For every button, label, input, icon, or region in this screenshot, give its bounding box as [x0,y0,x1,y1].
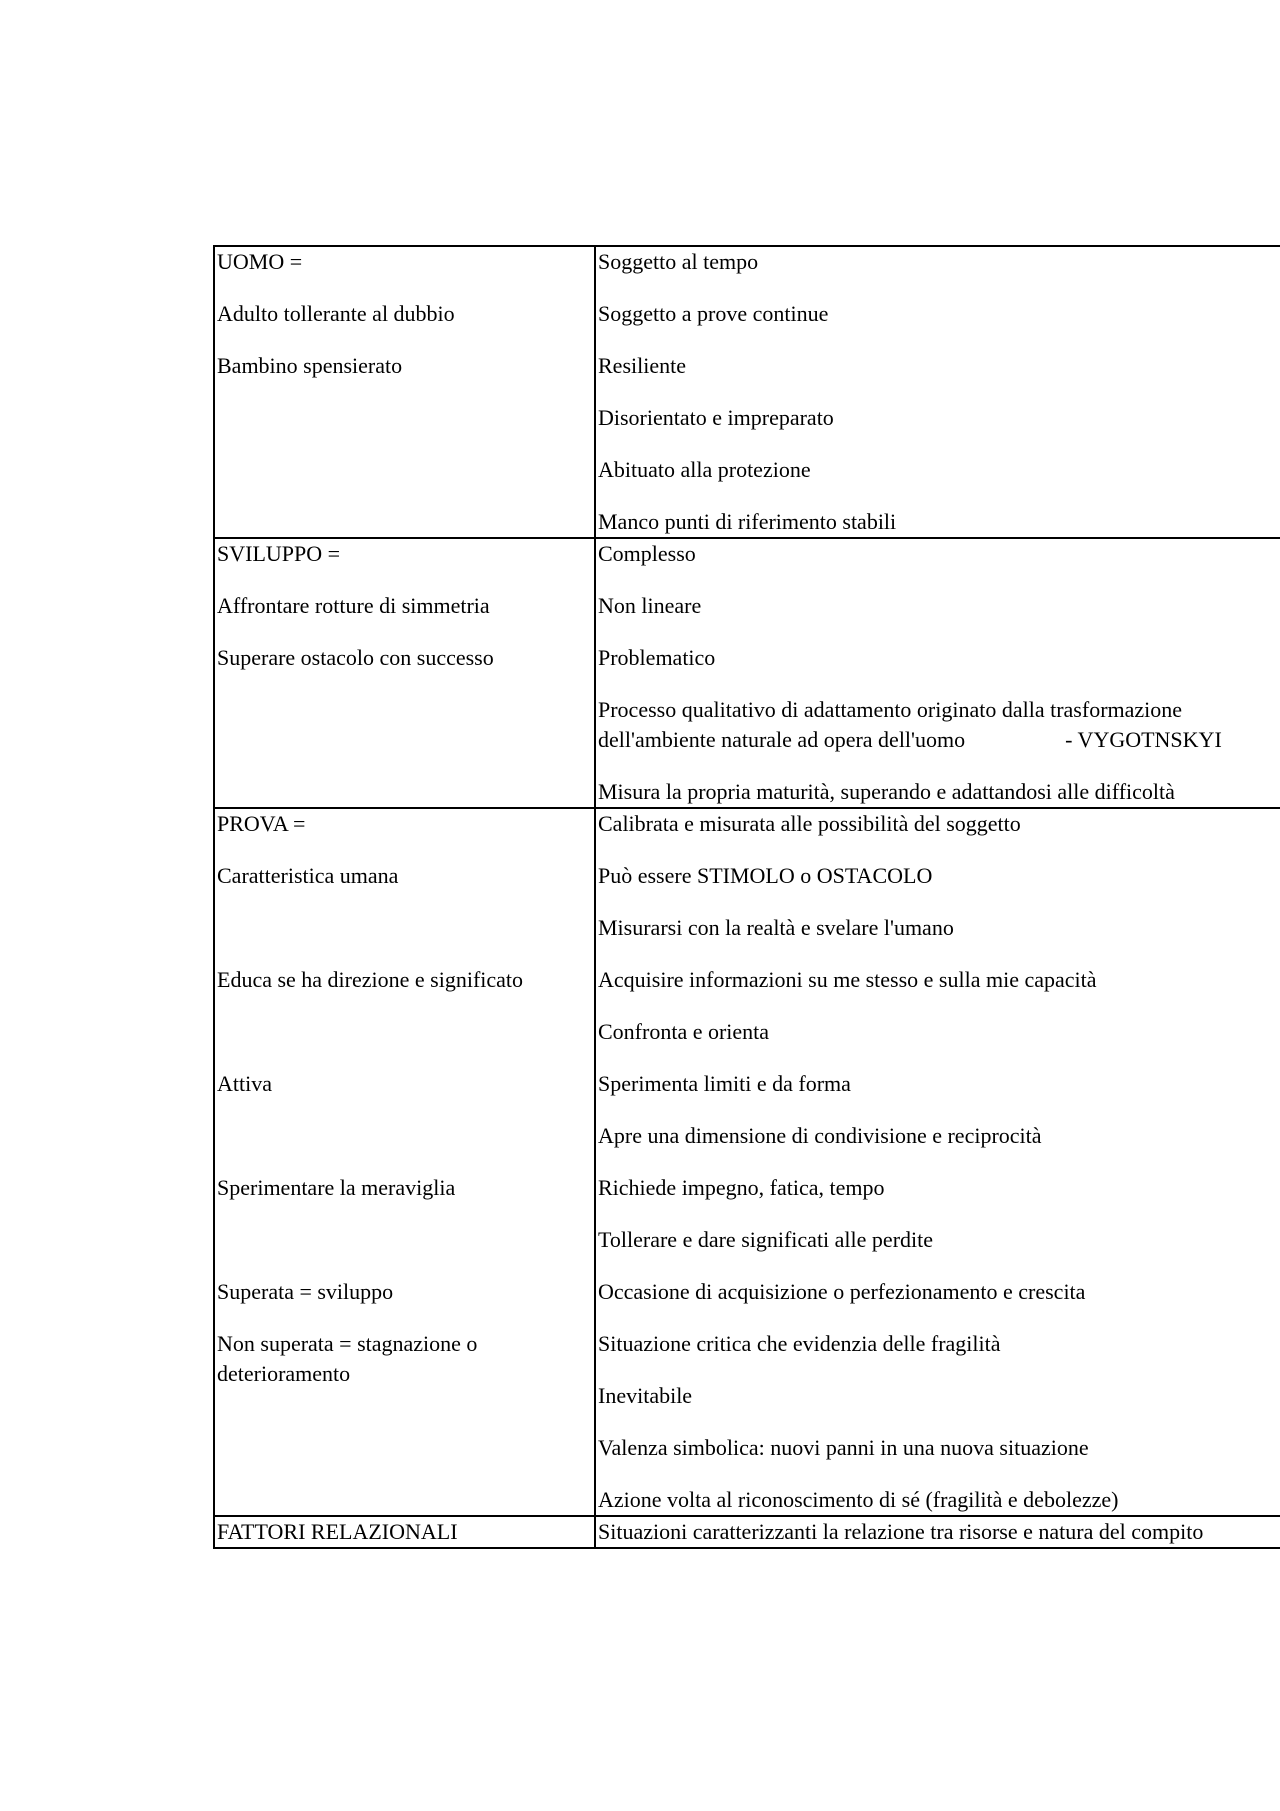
cell-text: UOMO = [217,249,303,274]
uomo-right-cell [595,246,1280,538]
table-row-fattori [214,1516,1280,1548]
table-row-sviluppo [214,538,1280,808]
cell-text: Situazioni caratterizzanti la relazione tra risorse e natura del compito [598,1519,1204,1544]
cell-text: Bambino spensierato [217,353,403,378]
cell-text: Affrontare rotture di simmetria [217,593,490,618]
prova-right-cell [595,808,1280,1516]
cell-spacer [217,1121,594,1173]
cell-text: Abituato alla protezione [598,457,811,482]
cell-text: Azione volta al riconoscimento di sé (fragilità e debolezze) [598,1487,1119,1512]
cell-text: Occasione di acquisizione o perfezionamento e crescita [598,1279,1086,1304]
cell-text: Complesso [598,541,696,566]
fattori-left-cell [214,1516,595,1548]
cell-text: Richiede impegno, fatica, tempo [598,1175,885,1200]
cell-text: Problematico [598,645,716,670]
cell-text: Valenza simbolica: nuovi panni in una nuova situazione [598,1435,1089,1460]
cell-text: Superare ostacolo con successo [217,645,494,670]
cell-text: Misurarsi con la realtà e svelare l'umano [598,915,954,940]
cell-text: Inevitabile [598,1383,693,1408]
cell-text: Manco punti di riferimento stabili [598,509,897,534]
cell-text: Adulto tollerante al dubbio [217,301,455,326]
cell-text: Sperimentare la meraviglia [217,1175,456,1200]
cell-text: Apre una dimensione di condivisione e reciprocità [598,1123,1042,1148]
sviluppo-right-cell [595,538,1280,808]
cell-text: Calibrata e misurata alle possibilità del soggetto [598,811,1021,836]
cell-text: Soggetto a prove continue [598,301,829,326]
cell-text: Può essere STIMOLO o OSTACOLO [598,863,933,888]
cell-text: Confronta e orienta [598,1019,770,1044]
table-row-prova [214,808,1280,1516]
vygotsky-definition: Processo qualitativo di adattamento originato dalla trasformazione dell'ambiente naturale ad opera dell'uomo [598,697,1183,752]
cell-text: Disorientato e impreparato [598,405,834,430]
prova-left-cell [214,808,595,1516]
cell-text: Sperimenta limiti e da forma [598,1071,851,1096]
sviluppo-left-cell [214,538,595,808]
cell-text: Attiva [217,1071,272,1096]
cell-text: Educa se ha direzione e significato [217,967,524,992]
cell-spacer [217,913,594,965]
table-row-uomo [214,246,1280,538]
concept-table [213,245,1280,1549]
cell-text: SVILUPPO = [217,541,341,566]
cell-text: Non lineare [598,593,702,618]
fattori-right-cell [595,1516,1280,1548]
cell-text: Soggetto al tempo [598,249,759,274]
cell-text-wrapped [598,695,1280,755]
cell-text: Resiliente [598,353,686,378]
cell-text: Caratteristica umana [217,863,399,888]
uomo-left-cell [214,246,595,538]
cell-text: FATTORI RELAZIONALI [217,1519,458,1544]
cell-text: PROVA = [217,811,306,836]
vygotsky-attribution: - VYGOTNSKYI [1065,727,1222,752]
cell-spacer [217,1017,594,1069]
cell-text: Situazione critica che evidenzia delle fragilità [598,1331,1001,1356]
cell-text: Acquisire informazioni su me stesso e sulla mie capacità [598,967,1097,992]
cell-text: Misura la propria maturità, superando e adattandosi alle difficoltà [598,779,1175,804]
cell-text: Non superata = stagnazione o deterioramento [217,1331,478,1386]
cell-spacer [217,1225,594,1277]
cell-text: Superata = sviluppo [217,1279,394,1304]
cell-text: Tollerare e dare significati alle perdite [598,1227,934,1252]
